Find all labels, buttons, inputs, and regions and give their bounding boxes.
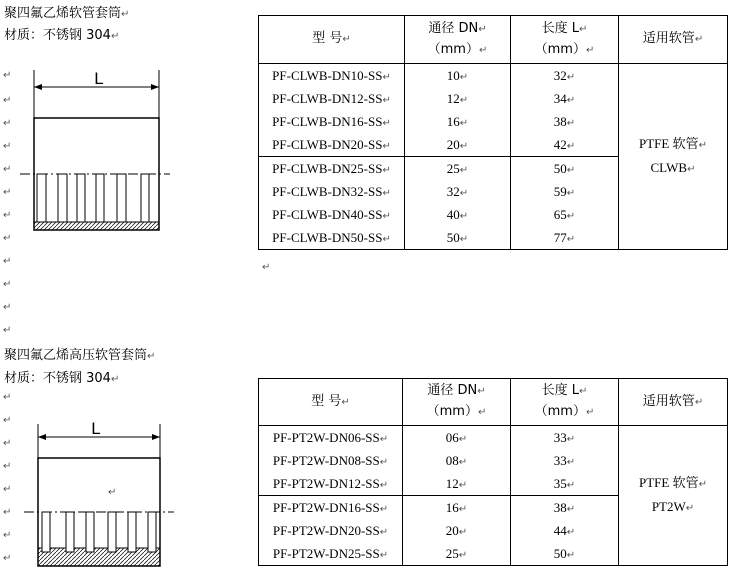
- section1-title: 聚四氟乙烯软管套筒↵: [4, 6, 130, 21]
- table-cell-length: 38↵: [511, 495, 618, 519]
- table-cell-model: PF-PT2W-DN12-SS↵: [272, 476, 389, 491]
- table-cell-length: 33↵: [553, 453, 576, 468]
- section2-title: 聚四氟乙烯高压软管套筒↵: [4, 348, 156, 363]
- table-cell-model: PF-CLWB-DN32-SS↵: [272, 184, 391, 199]
- paragraph-mark: ↵: [3, 164, 12, 175]
- paragraph-mark: ↵: [3, 530, 12, 541]
- table-cell-model: PF-CLWB-DN25-SS↵: [259, 156, 404, 180]
- table-cell-model: PF-CLWB-DN50-SS↵: [272, 230, 391, 245]
- table-cell-length: 32↵: [553, 68, 576, 83]
- col-header-bore: 通径 DN↵ （mm）↵: [405, 16, 511, 64]
- table-cell-dn: 25↵: [445, 546, 468, 561]
- sleeve-drawing-2: [24, 412, 174, 572]
- paragraph-mark: ↵: [110, 374, 120, 385]
- col-header-model: 型 号↵: [259, 379, 403, 426]
- table-cell-length: 33↵: [553, 430, 576, 445]
- table-cell-length: 34↵: [553, 91, 576, 106]
- paragraph-mark: ↵: [3, 438, 12, 449]
- paragraph-mark: ↵: [3, 461, 12, 472]
- paragraph-mark: ↵: [3, 187, 12, 198]
- table-cell-dn: 50↵: [446, 230, 469, 245]
- table-cell-dn: 12↵: [446, 91, 469, 106]
- paragraph-mark: ↵: [262, 262, 271, 273]
- spec-table-1: [258, 15, 728, 250]
- table-cell-length: 50↵: [553, 546, 576, 561]
- table-cell-dn: 12↵: [445, 476, 468, 491]
- dimension-L-label: L: [94, 69, 104, 88]
- table-cell-length: 77↵: [553, 230, 576, 245]
- length-column: [511, 426, 619, 566]
- paragraph-mark: ↵: [3, 415, 12, 426]
- table-cell-length: 42↵: [553, 137, 576, 152]
- table-cell-model: PF-PT2W-DN06-SS↵: [272, 430, 389, 445]
- table-cell-model: PF-PT2W-DN20-SS↵: [272, 523, 389, 538]
- sleeve-drawing-1: [20, 62, 170, 234]
- paragraph-mark: ↵: [3, 95, 12, 106]
- spec-table-2: [258, 378, 728, 566]
- table-cell-length: 44↵: [553, 523, 576, 538]
- table-cell-dn: 32↵: [446, 184, 469, 199]
- paragraph-mark: ↵: [3, 392, 12, 403]
- table-cell-dn: 20↵: [445, 523, 468, 538]
- paragraph-mark: ↵: [3, 279, 12, 290]
- table-cell-model: PF-CLWB-DN20-SS↵: [272, 137, 391, 152]
- table-cell-dn: 20↵: [446, 137, 469, 152]
- table-cell-model: PF-PT2W-DN16-SS↵: [259, 495, 402, 519]
- table-cell-model: PF-CLWB-DN16-SS↵: [272, 114, 391, 129]
- model-column: [259, 64, 405, 250]
- paragraph-mark: ↵: [3, 553, 12, 564]
- col-header-hose: 适用软管↵: [619, 16, 728, 64]
- table-cell-model: PF-CLWB-DN10-SS↵: [272, 68, 391, 83]
- table-cell-dn: 16↵: [403, 495, 510, 519]
- length-column: [511, 64, 619, 250]
- col-header-hose: 适用软管↵: [619, 379, 728, 426]
- table-cell-length: 35↵: [553, 476, 576, 491]
- table-cell-dn: 08↵: [445, 453, 468, 468]
- paragraph-mark: ↵: [3, 210, 12, 221]
- table-cell-dn: 10↵: [446, 68, 469, 83]
- table-cell-length: 65↵: [553, 207, 576, 222]
- paragraph-mark: ↵: [3, 233, 12, 244]
- section1-material: 材质：不锈钢 304↵: [4, 28, 120, 43]
- table-cell-model: PF-CLWB-DN12-SS↵: [272, 91, 391, 106]
- table-cell-length: 50↵: [511, 156, 618, 180]
- table-cell-hose: PTFE 软管↵ PT2W↵: [619, 426, 728, 566]
- paragraph-mark: ↵: [121, 9, 130, 20]
- dimension-L-label: L: [91, 419, 101, 438]
- paragraph-mark: ↵: [110, 31, 120, 42]
- table-cell-dn: 06↵: [445, 430, 468, 445]
- col-header-bore: 通径 DN↵ （mm）↵: [403, 379, 511, 426]
- paragraph-mark: ↵: [108, 487, 117, 498]
- table-cell-hose: PTFE 软管↵ CLWB↵: [619, 64, 728, 250]
- dn-column: [405, 64, 511, 250]
- col-header-length: 长度 L↵ （mm）↵: [511, 16, 619, 64]
- paragraph-mark: ↵: [147, 351, 156, 362]
- model-column: [259, 426, 403, 566]
- table-cell-model: PF-PT2W-DN08-SS↵: [272, 453, 389, 468]
- paragraph-mark: ↵: [3, 484, 12, 495]
- table-cell-model: PF-PT2W-DN25-SS↵: [272, 546, 389, 561]
- section2-material: 材质：不锈钢 304↵: [4, 371, 120, 386]
- table-cell-length: 59↵: [553, 184, 576, 199]
- table-cell-length: 38↵: [553, 114, 576, 129]
- table-cell-dn: 40↵: [446, 207, 469, 222]
- paragraph-mark: ↵: [3, 302, 12, 313]
- table-cell-dn: 25↵: [405, 156, 510, 180]
- col-header-length: 长度 L↵ （mm）↵: [511, 379, 619, 426]
- paragraph-mark: ↵: [3, 70, 12, 81]
- paragraph-mark: ↵: [3, 118, 12, 129]
- table-cell-dn: 16↵: [446, 114, 469, 129]
- paragraph-mark: ↵: [3, 325, 12, 336]
- paragraph-mark: ↵: [3, 141, 12, 152]
- paragraph-mark: ↵: [3, 256, 12, 267]
- paragraph-mark: ↵: [3, 507, 12, 518]
- table-cell-model: PF-CLWB-DN40-SS↵: [272, 207, 391, 222]
- col-header-model: 型 号↵: [259, 16, 405, 64]
- dn-column: [403, 426, 511, 566]
